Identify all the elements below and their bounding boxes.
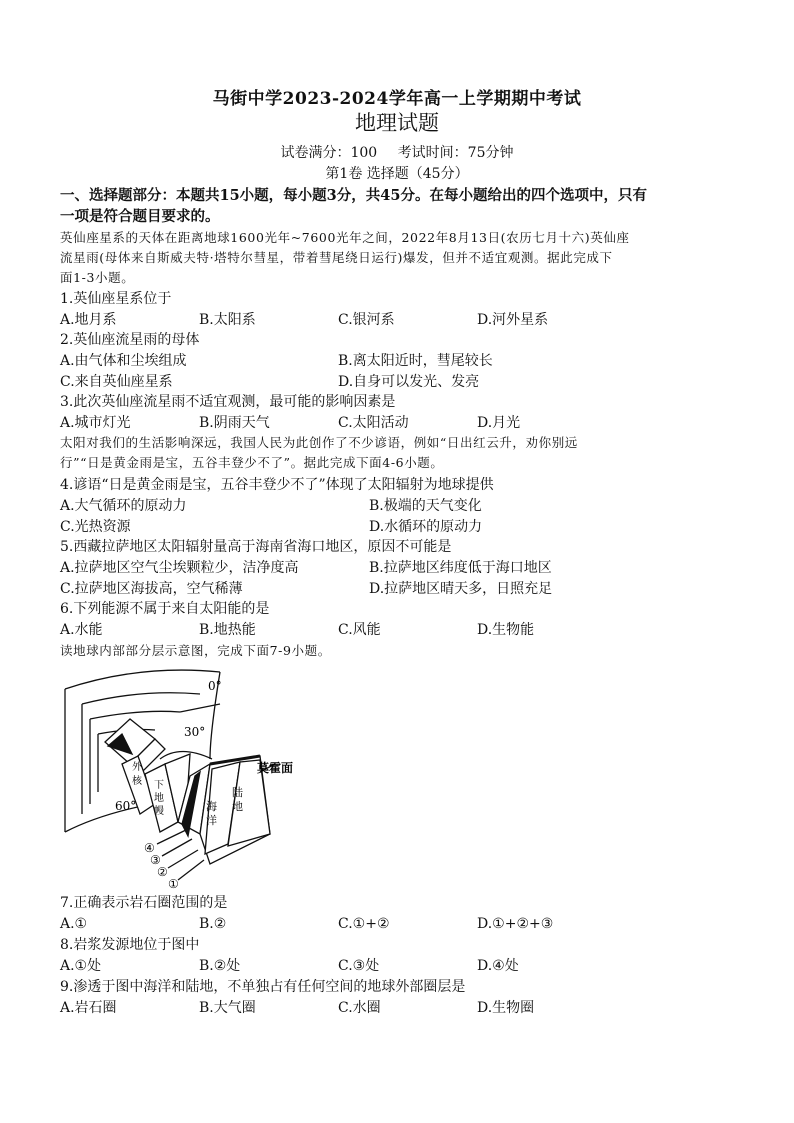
question-2-stem: 2.英仙座流星雨的母体 [60, 332, 200, 348]
question-5-stem: 5.西藏拉萨地区太阳辐射量高于海南省海口地区，原因不可能是 [60, 539, 452, 555]
passage-1: 英仙座星系的天体在距离地球1600光年~7600光年之间，2022年8月13日(农历七月十六)英仙座 流星雨(母体来自斯威夫特·塔特尔彗星，带着彗尾绕日运行)爆发，但并不适宜观测。据此完成下 面1-3小题。 [60, 230, 630, 285]
q1-option-d[interactable]: D.河外星系 [477, 312, 549, 328]
full-score: 试卷满分：100 [280, 145, 378, 161]
marker-4: ④ [144, 841, 155, 855]
q8-option-b[interactable]: B.②处 [199, 958, 241, 974]
moho-label: 莫霍面 [257, 761, 294, 775]
q9-option-a[interactable]: A.岩石圈 [60, 1000, 117, 1016]
question-1-stem: 1.英仙座星系位于 [60, 291, 172, 307]
land-label-2: 地 [232, 800, 243, 813]
q4-option-b[interactable]: B.极端的天气变化 [369, 498, 482, 514]
degree-0-label: 0° [208, 679, 222, 693]
ocean-label-2: 洋 [206, 814, 217, 827]
lower-mantle-label-1: 下 [154, 780, 164, 791]
ocean-label-1: 海 [206, 800, 217, 813]
q7-option-c[interactable]: C.①+② [338, 916, 390, 932]
q6-option-c[interactable]: C.风能 [338, 622, 381, 638]
lower-mantle-label-2: 地 [154, 793, 164, 804]
exam-subject: 地理试题 [355, 111, 439, 135]
exam-title: 马街中学2023-2024学年高一上学期期中考试 [212, 89, 582, 109]
passage-2: 太阳对我们的生活影响深远，我国人民为此创作了不少谚语，例如“日出红云升，劝你别远 行”“日是黄金雨是宝，五谷丰登少不了”。据此完成下面4-6小题。 [60, 435, 578, 470]
question-7-stem: 7.正确表示岩石圈范围的是 [60, 895, 228, 911]
marker-2: ② [157, 865, 168, 879]
q5-option-d[interactable]: D.拉萨地区晴天多，日照充足 [369, 581, 553, 597]
q3-option-b[interactable]: B.阴雨天气 [199, 415, 270, 431]
q8-option-c[interactable]: C.③处 [338, 958, 380, 974]
q4-option-a[interactable]: A.大气循环的原动力 [60, 498, 187, 514]
q3-option-a[interactable]: A.城市灯光 [60, 415, 131, 431]
question-9-stem: 9.渗透于图中海洋和陆地，不单独占有任何空间的地球外部圈层是 [60, 979, 466, 995]
q5-option-a[interactable]: A.拉萨地区空气尘埃颗粒少，洁净度高 [60, 560, 299, 576]
question-4-stem: 4.谚语“日是黄金雨是宝，五谷丰登少不了”体现了太阳辐射为地球提供 [60, 477, 494, 493]
q7-option-d[interactable]: D.①+②+③ [477, 916, 554, 932]
q9-option-b[interactable]: B.大气圈 [199, 1000, 256, 1016]
marker-3: ③ [150, 853, 161, 867]
q7-option-a[interactable]: A.① [60, 916, 88, 932]
land-label-1: 陆 [232, 786, 243, 799]
question-3-stem: 3.此次英仙座流星雨不适宜观测，最可能的影响因素是 [60, 394, 396, 410]
exam-meta [0, 142, 794, 162]
outer-core-label-2: 核 [132, 776, 142, 787]
lower-mantle-label-3: 幔 [154, 806, 164, 817]
q3-option-d[interactable]: D.月光 [477, 415, 521, 431]
question-6-stem: 6.下列能源不属于来自太阳能的是 [60, 601, 270, 617]
q9-option-d[interactable]: D.生物圈 [477, 1000, 535, 1016]
passage-3: 读地球内部部分层示意图，完成下面7-9小题。 [60, 643, 331, 658]
marker-1: ① [168, 877, 179, 891]
q6-option-a[interactable]: A.水能 [60, 622, 103, 638]
q1-option-a[interactable]: A.地月系 [60, 312, 117, 328]
q4-option-d[interactable]: D.水循环的原动力 [369, 519, 483, 535]
exam-time: 考试时间：75分钟 [397, 145, 514, 161]
question-8-stem: 8.岩浆发源地位于图中 [60, 937, 200, 953]
q3-option-c[interactable]: C.太阳活动 [338, 415, 409, 431]
q2-option-b[interactable]: B.离太阳近时，彗尾较长 [338, 353, 493, 369]
q6-option-d[interactable]: D.生物能 [477, 622, 535, 638]
earth-interior-diagram [60, 664, 320, 894]
q2-option-d[interactable]: D.自身可以发光、发亮 [338, 374, 480, 390]
q4-option-c[interactable]: C.光热资源 [60, 519, 131, 535]
outer-core-label-1: 外 [132, 762, 142, 773]
q8-option-a[interactable]: A.①处 [60, 958, 102, 974]
q2-option-c[interactable]: C.来自英仙座星系 [60, 374, 173, 390]
q8-option-d[interactable]: D.④处 [477, 958, 519, 974]
degree-60-label: 60° [115, 799, 137, 813]
q2-option-a[interactable]: A.由气体和尘埃组成 [60, 353, 187, 369]
outer-arc [65, 670, 220, 689]
volume-heading: 第1卷 选择题（45分） [325, 166, 469, 182]
q1-option-c[interactable]: C.银河系 [338, 312, 395, 328]
q5-option-c[interactable]: C.拉萨地区海拔高，空气稀薄 [60, 581, 243, 597]
degree-30-label: 30° [184, 725, 206, 739]
q7-option-b[interactable]: B.② [199, 916, 227, 932]
section-instructions: 一、选择题部分：本题共15小题，每小题3分，共45分。在每小题给出的四个选项中，只有 一项是符合题目要求的。 [60, 187, 647, 225]
q1-option-b[interactable]: B.太阳系 [199, 312, 256, 328]
q9-option-c[interactable]: C.水圈 [338, 1000, 381, 1016]
q5-option-b[interactable]: B.拉萨地区纬度低于海口地区 [369, 560, 552, 576]
q6-option-b[interactable]: B.地热能 [199, 622, 256, 638]
